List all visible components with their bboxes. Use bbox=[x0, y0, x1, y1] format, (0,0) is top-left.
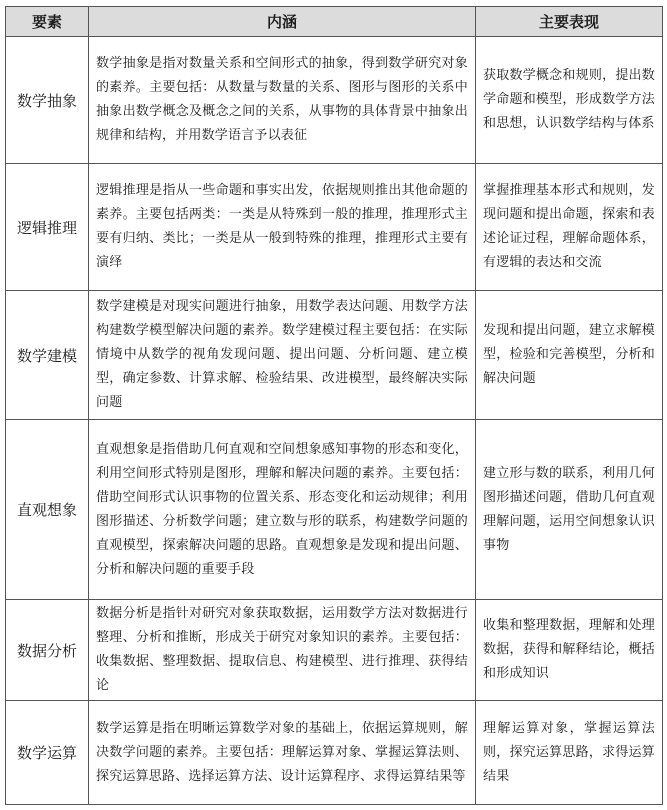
table-row bbox=[6, 291, 663, 420]
row-connotation: 逻辑推理是指从一些命题和事实出发，依据规则推出其他命题的素养。主要包括两类：一类是从特殊到一般的推理，推理形式主要有归纳、类比；一类是从一般到特殊的推理，推理形式主要有演绎 bbox=[89, 164, 476, 291]
row-manifestation: 掌握推理基本形式和规则，发现问题和提出命题，探索和表述论证过程，理解命题体系，有逻辑的表达和交流 bbox=[476, 164, 663, 291]
row-element: 数学抽象 bbox=[6, 37, 89, 164]
header-element: 要素 bbox=[6, 7, 89, 37]
row-connotation: 数学建模是对现实问题进行抽象，用数学表达问题、用数学方法构建数学模型解决问题的素养。数学建模过程主要包括：在实际情境中从数学的视角发现问题、提出问题、分析问题、建立模型，确定参数、计算求解、检验结果、改进模型，最终解决实际问题 bbox=[89, 291, 476, 420]
row-element: 数学运算 bbox=[6, 701, 89, 805]
row-manifestation: 建立形与数的联系，利用几何图形描述问题，借助几何直观理解问题，运用空间想象认识事物 bbox=[476, 420, 663, 600]
row-connotation: 直观想象是指借助几何直观和空间想象感知事物的形态和变化，利用空间形式特别是图形，理解和解决问题的素养。主要包括：借助空间形式认识事物的位置关系、形态变化和运动规律；利用图形描述、分析数学问题；建立数与形的联系，构建数学问题的直观模型，探索解决问题的思路。直观想象是发现和提出问题、分析和解决问题的重要手段 bbox=[89, 420, 476, 600]
row-connotation: 数据分析是指针对研究对象获取数据，运用数学方法对数据进行整理、分析和推断，形成关于研究对象知识的素养。主要包括：收集数据、整理数据、提取信息、构建模型、进行推理、获得结论 bbox=[89, 600, 476, 701]
row-manifestation: 理解运算对象，掌握运算法则，探究运算思路，求得运算结果 bbox=[476, 701, 663, 805]
table-row bbox=[6, 420, 663, 600]
header-connotation: 内涵 bbox=[89, 7, 476, 37]
table-row bbox=[6, 600, 663, 701]
row-connotation: 数学运算是指在明晰运算数学对象的基础上，依据运算规则，解决数学问题的素养。主要包括：理解运算对象、掌握运算法则、探究运算思路、选择运算方法、设计运算程序、求得运算结果等 bbox=[89, 701, 476, 805]
table-header-row bbox=[6, 7, 663, 37]
row-element: 逻辑推理 bbox=[6, 164, 89, 291]
table-row bbox=[6, 164, 663, 291]
row-element: 数据分析 bbox=[6, 600, 89, 701]
row-element: 数学建模 bbox=[6, 291, 89, 420]
row-manifestation: 收集和整理数据，理解和处理数据，获得和解释结论，概括和形成知识 bbox=[476, 600, 663, 701]
table-row bbox=[6, 701, 663, 805]
row-manifestation: 发现和提出问题，建立求解模型，检验和完善模型，分析和解决问题 bbox=[476, 291, 663, 420]
table-row bbox=[6, 37, 663, 164]
row-connotation: 数学抽象是指对数量关系和空间形式的抽象，得到数学研究对象的素养。主要包括：从数量与数量的关系、图形与图形的关系中抽象出数学概念及概念之间的关系，从事物的具体背景中抽象出规律和结构，并用数学语言予以表征 bbox=[89, 37, 476, 164]
row-element: 直观想象 bbox=[6, 420, 89, 600]
row-manifestation: 获取数学概念和规则，提出数学命题和模型，形成数学方法和思想，认识数学结构与体系 bbox=[476, 37, 663, 164]
math-literacy-table bbox=[5, 6, 663, 805]
header-manifestation: 主要表现 bbox=[476, 7, 663, 37]
